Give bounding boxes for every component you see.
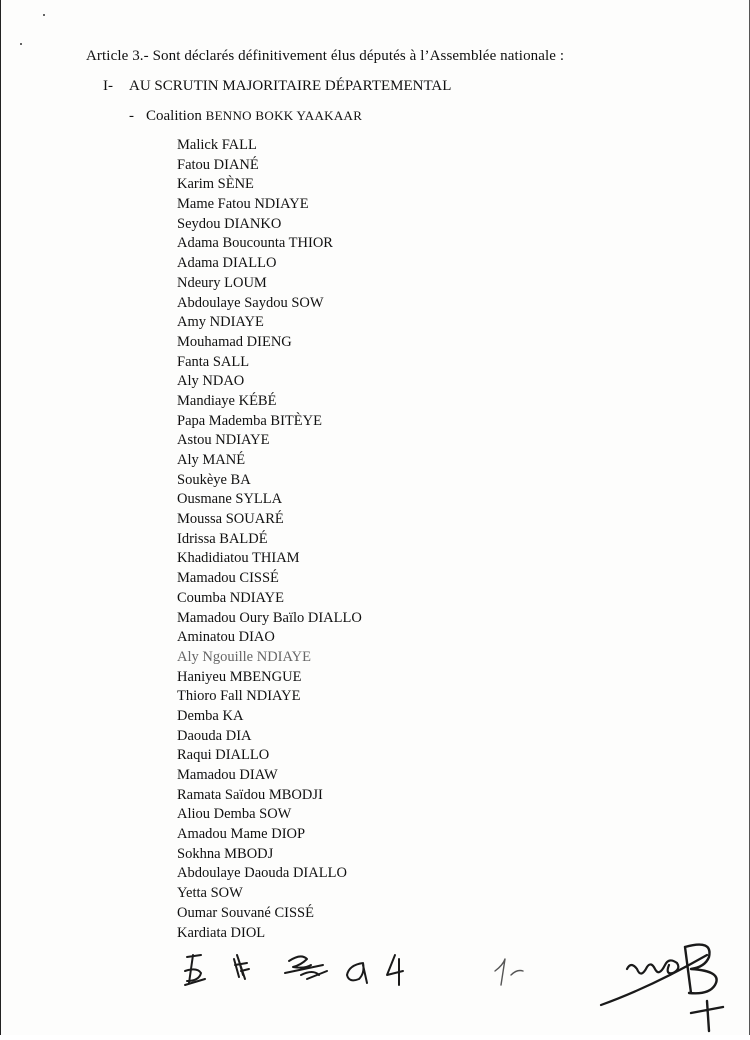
deputy-name: Demba KA <box>177 707 244 724</box>
deputy-name: Moussa SOUARÉ <box>177 511 284 528</box>
deputy-name: Adama DIALLO <box>177 255 277 272</box>
deputy-name: Raqui DIALLO <box>177 747 270 764</box>
deputy-name: Fatou DIANÉ <box>177 156 259 173</box>
coalition-label: Coalition <box>146 108 202 124</box>
deputy-name: Aly MANÉ <box>177 452 246 468</box>
section-number: I- <box>103 78 113 94</box>
deputy-name: Khadidiatou THIAM <box>177 550 300 567</box>
deputy-name: Haniyeu MBENGUE <box>177 668 302 685</box>
initial-mark <box>234 955 249 979</box>
deputy-name: Karim SÈNE <box>177 176 254 193</box>
handwritten-initials <box>1 935 750 1035</box>
deputy-name: Yetta SOW <box>177 885 243 902</box>
deputy-name: Ndeury LOUM <box>177 274 267 291</box>
deputy-name: Mamadou DIAW <box>177 767 278 783</box>
deputy-name: Papa Mademba BITÈYE <box>177 412 322 429</box>
deputy-name: Daouda DIA <box>177 727 252 744</box>
deputy-name: Abdoulaye Saydou SOW <box>177 294 324 311</box>
deputy-name: Kardiata DIOL <box>177 924 266 941</box>
deputy-list <box>177 136 362 943</box>
deputy-name: Aminatou DIAO <box>177 629 275 646</box>
deputy-name: Astou NDIAYE <box>177 432 270 449</box>
deputy-name: Coumba NDIAYE <box>177 589 285 606</box>
deputy-name: Mamadou Oury Baïlo DIALLO <box>177 609 362 626</box>
deputy-name: Malick FALL <box>177 137 257 153</box>
coalition-dash: - <box>129 108 134 124</box>
deputy-name: Ramata Saïdou MBODJI <box>177 786 323 803</box>
initial-mark <box>387 955 403 985</box>
deputy-name: Idrissa BALDÉ <box>177 530 268 547</box>
deputy-name: Mame Fatou NDIAYE <box>177 196 309 213</box>
scan-speck <box>43 14 45 16</box>
section-heading <box>103 78 451 95</box>
deputy-name: Sokhna MBODJ <box>177 845 274 862</box>
coalition-heading <box>129 108 362 125</box>
deputy-name: Adama Boucounta THIOR <box>177 235 333 252</box>
section-title: AU SCRUTIN MAJORITAIRE DÉPARTEMENTAL <box>129 78 452 94</box>
initial-mark <box>185 955 205 985</box>
deputy-name: Seydou DIANKO <box>177 215 282 232</box>
initial-mark <box>495 959 523 985</box>
deputy-name: Mandiaye KÉBÉ <box>177 392 277 409</box>
signature <box>601 955 707 1005</box>
deputy-name: Amadou Mame DIOP <box>177 826 306 843</box>
deputy-name: Soukèye BA <box>177 471 251 488</box>
coalition-name: BENNO BOKK YAAKAAR <box>205 108 363 123</box>
deputy-name: Aliou Demba SOW <box>177 806 292 823</box>
deputy-name: Aly Ngouille NDIAYE <box>177 648 311 665</box>
initial-mark <box>285 956 327 979</box>
deputy-name: Ousmane SYLLA <box>177 491 283 508</box>
deputy-name: Mouhamad DIENG <box>177 333 292 350</box>
deputy-name: Aly NDAO <box>177 373 245 390</box>
signatures-area <box>1 935 750 1035</box>
scan-speck <box>20 43 22 45</box>
deputy-name: Fanta SALL <box>177 353 250 370</box>
deputy-name: Abdoulaye Daouda DIALLO <box>177 865 347 882</box>
deputy-name: Mamadou CISSÉ <box>177 570 279 587</box>
deputy-name: Oumar Souvané CISSÉ <box>177 904 314 921</box>
initial-mark <box>347 963 367 983</box>
deputy-name: Amy NDIAYE <box>177 314 264 331</box>
article-heading: Article 3.- Sont déclarés définitivement élus députés à l’Assemblée nationale : <box>86 48 565 64</box>
deputy-name: Thioro Fall NDIAYE <box>177 688 301 705</box>
